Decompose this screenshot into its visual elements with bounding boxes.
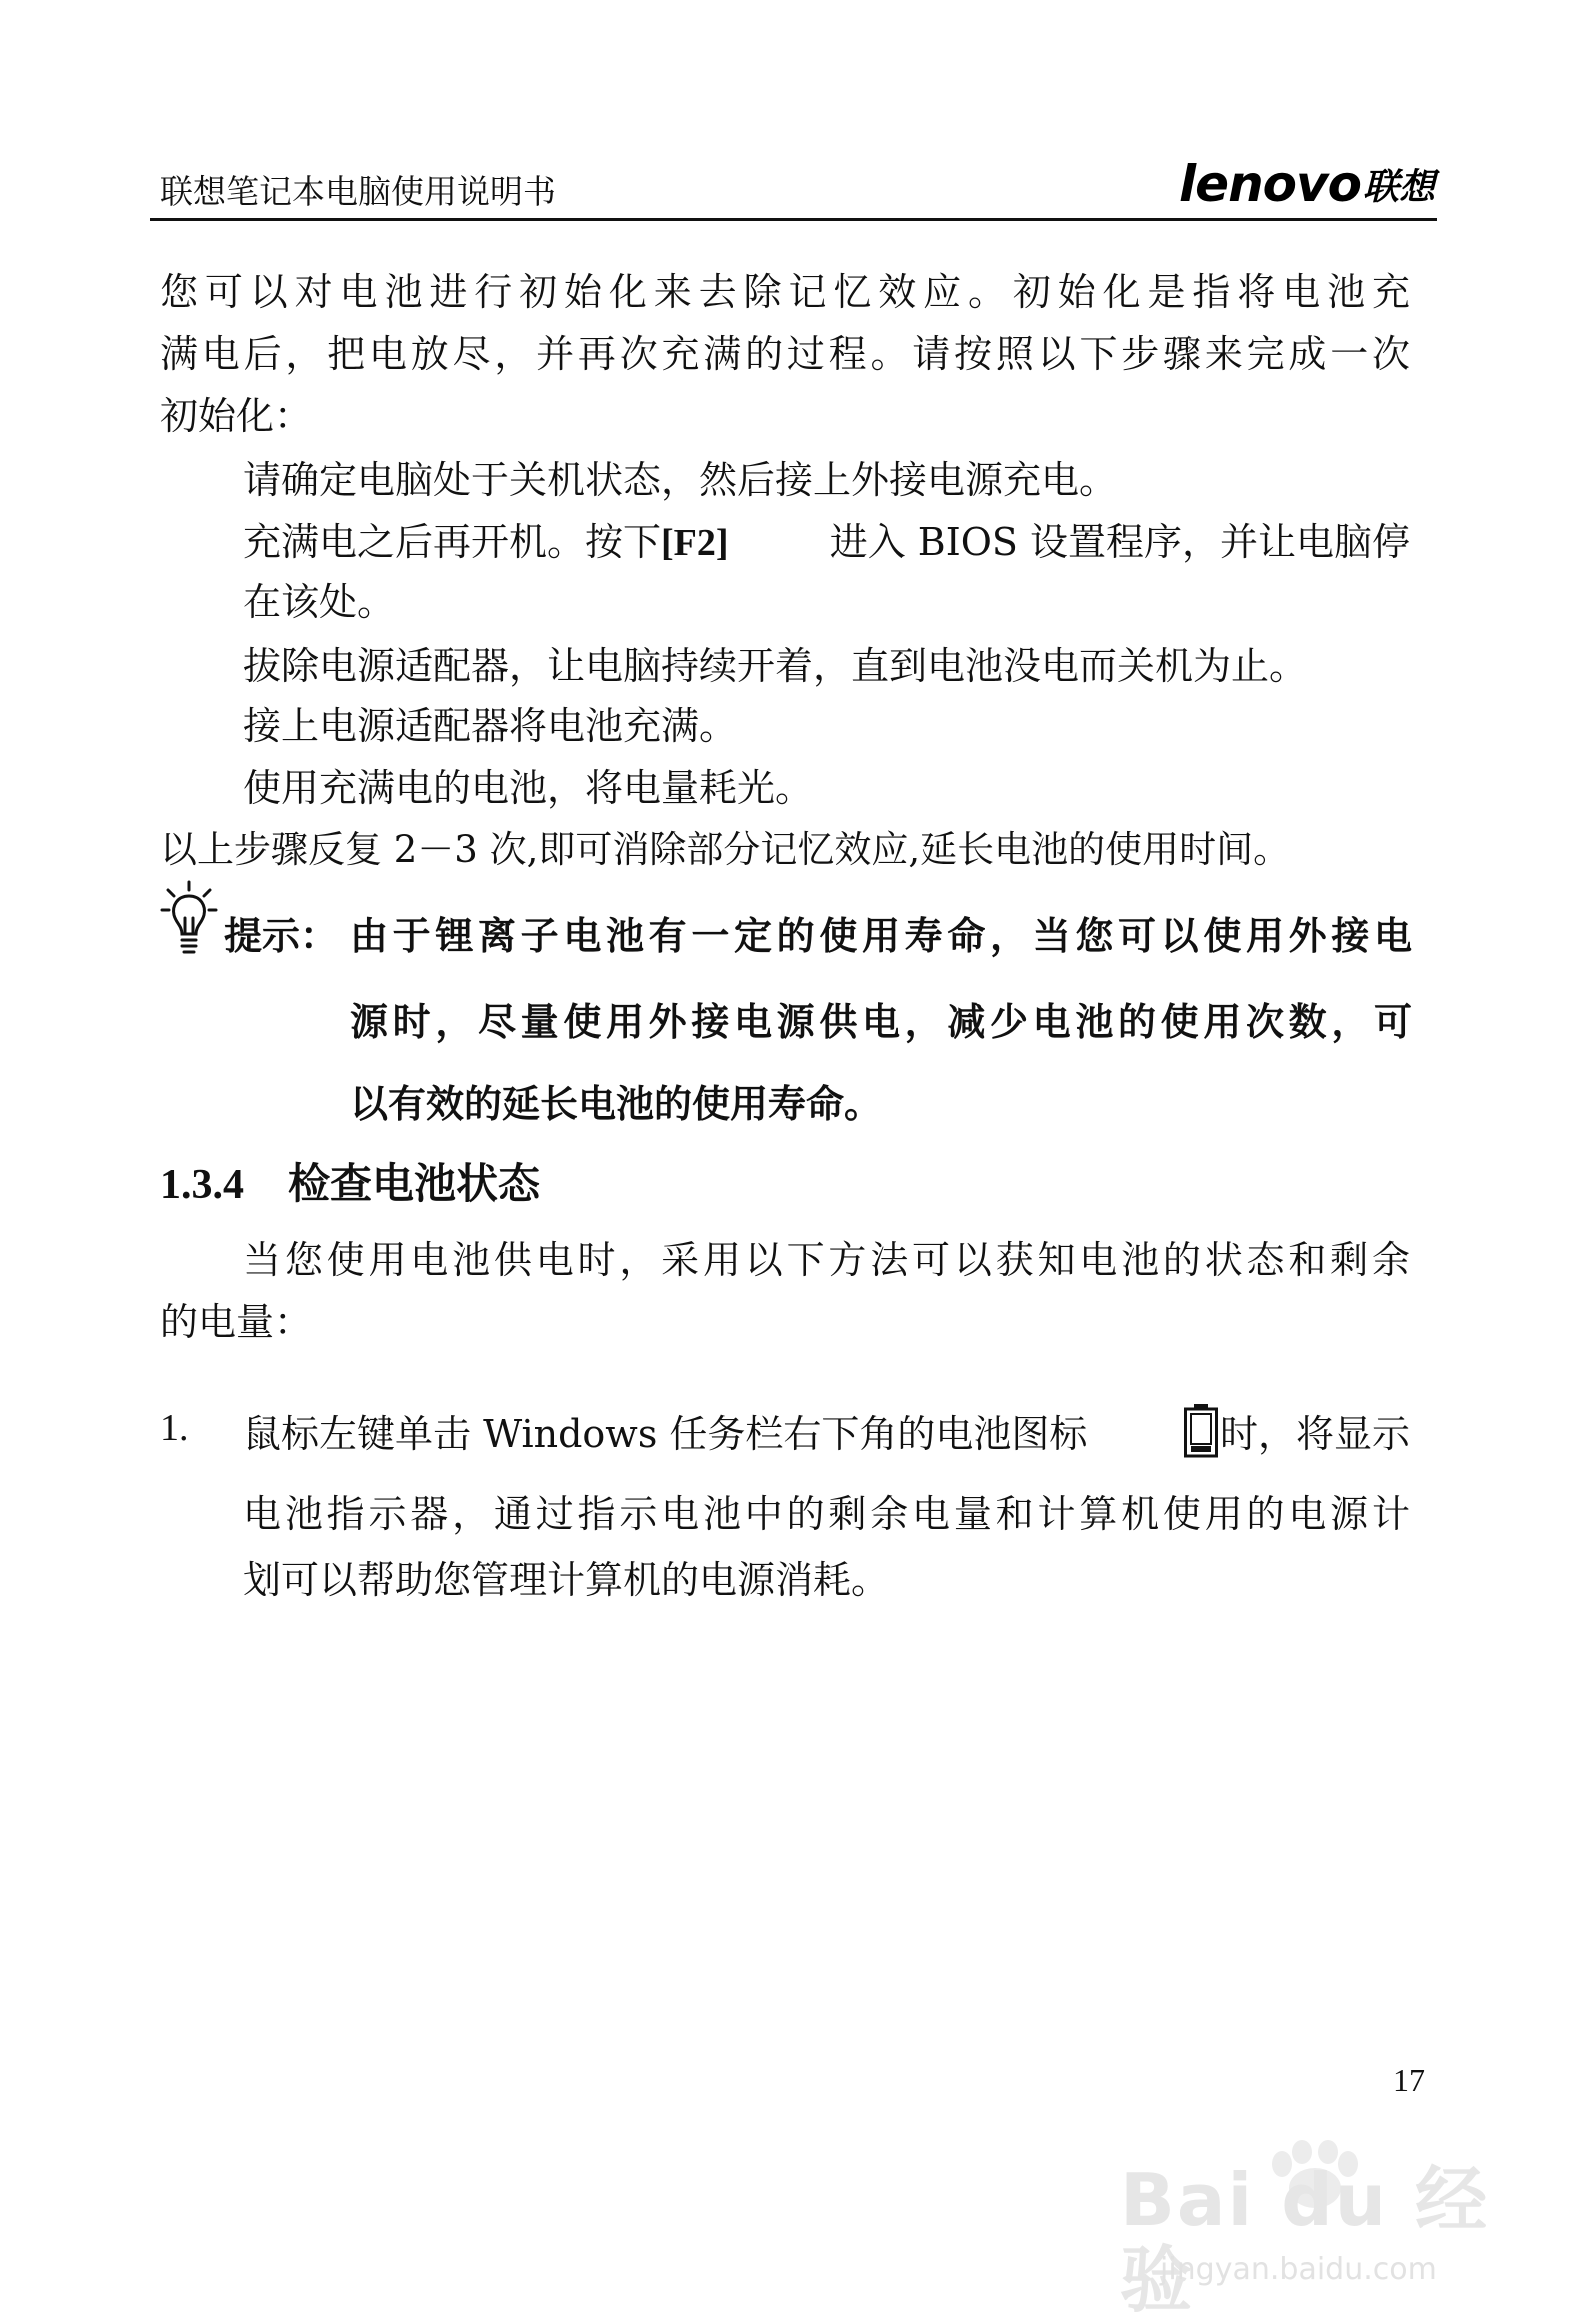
section-para-line-1: 当您使用电池供电时，采用以下方法可以获知电池的状态和剩余 [243,1238,1410,1282]
list-item-1-line-2: 电池指示器，通过指示电池中的剩余电量和计算机使用的电源计 [243,1492,1410,1536]
baidu-watermark [1100,2140,1500,2322]
battery-icon [1184,1404,1218,1458]
intro-line-2: 满电后，把电放尽，并再次充满的过程。请按照以下步骤来完成一次 [160,332,1410,376]
tip-label: 提示： [224,914,339,958]
list-item-1-text-a: 鼠标左键单击 Windows 任务栏右下角的电池图标 [243,1412,1088,1456]
section-title: 检查电池状态 [288,1159,541,1208]
intro-line-1: 您可以对电池进行初始化来去除记忆效应。初始化是指将电池充 [160,270,1410,314]
list-item-1-text-b: 时，将显示 [1219,1412,1410,1456]
repeat-line: 以上步骤反复 2－3 次,即可消除部分记忆效应,延长电池的使用时间。 [160,828,1291,871]
watermark-url: jingyan.baidu.com [1160,2252,1437,2287]
step-1: 请确定电脑处于关机状态，然后接上外接电源充电。 [243,458,1118,502]
logo-latin: lenovo [1179,155,1361,213]
step-2 [243,518,1410,567]
header-rule [150,218,1437,221]
step-2-cont: 在该处。 [243,580,396,624]
list-item-1-line-1 [243,1404,1410,1458]
section-para-line-2: 的电量： [160,1300,313,1344]
tip-line-2: 源时，尽量使用外接电源供电，减少电池的使用次数，可 [350,1000,1412,1044]
page-number: 17 [1393,2062,1425,2098]
step-4: 接上电源适配器将电池充满。 [243,704,738,748]
watermark-brand: Bai du 经验 [1120,2158,1490,2322]
step-3: 拔除电源适配器，让电脑持续开着，直到电池没电而关机为止。 [243,644,1308,688]
lightbulb-icon [160,880,218,962]
step-2-key: [F2] [661,522,729,564]
header-title: 联想笔记本电脑使用说明书 [160,172,556,211]
step-2-text-a: 充满电之后再开机。按下 [243,520,662,564]
list-item-1-line-3: 划可以帮助您管理计算机的电源消耗。 [243,1558,890,1602]
tip-line-3: 以有效的延长电池的使用寿命。 [350,1082,883,1126]
intro-line-3: 初始化： [160,394,313,438]
tip-line-1: 由于锂离子电池有一定的使用寿命，当您可以使用外接电 [350,914,1412,958]
step-5: 使用充满电的电池，将电量耗光。 [243,766,814,810]
lenovo-logo [1179,155,1435,213]
section-heading [160,1158,540,1211]
step-2-text-b: 进入 BIOS 设置程序，并让电脑停 [829,520,1410,564]
section-number: 1.3.4 [160,1162,244,1208]
logo-cn: 联想 [1362,167,1435,208]
list-item-number: 1. [160,1407,189,1449]
